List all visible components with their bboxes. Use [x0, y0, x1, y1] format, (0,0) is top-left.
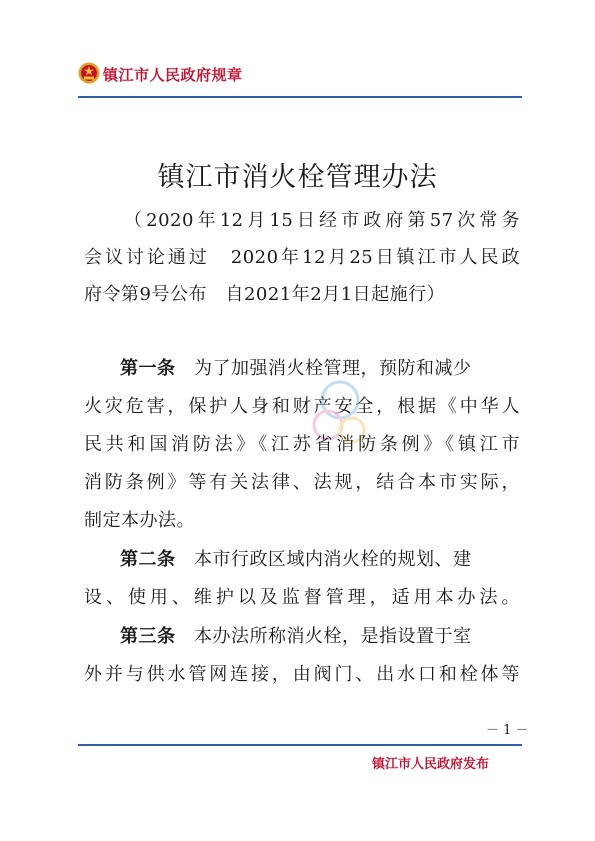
- note-line: （2020年12月15日经市政府第57次常务: [124, 210, 520, 231]
- note-line: 会议讨论通过 2020年12月25日镇江市人民政: [84, 247, 520, 268]
- article-line: 制定本办法。: [84, 510, 195, 531]
- footer-publisher: 镇江市人民政府发布: [372, 757, 490, 772]
- article-heading: 第三条: [120, 626, 176, 647]
- article-line: [120, 354, 472, 380]
- article-line: [120, 622, 472, 648]
- article-heading: 第一条: [120, 358, 176, 379]
- national-emblem-icon: [78, 61, 100, 85]
- note-line: 府令第9号公布 自2021年2月1日起施行）: [84, 284, 446, 305]
- header-title: 镇江市人民政府规章: [103, 66, 243, 84]
- article-text: 本市行政区域内消火栓的规划、建: [194, 549, 472, 570]
- page-number: － 1 －: [486, 723, 529, 738]
- article-line: 消防条例》等有关法律、法规，结合本市实际，: [84, 472, 520, 493]
- footer-divider: [78, 744, 522, 746]
- article-line: 外并与供水管网连接，由阀门、出水口和栓体等: [84, 664, 520, 685]
- article-line: [120, 545, 472, 571]
- article-text: 本办法所称消火栓，是指设置于室: [194, 626, 472, 647]
- article-text: 为了加强消火栓管理，预防和减少: [194, 358, 472, 379]
- article-heading: 第二条: [120, 549, 176, 570]
- article-line: 设、使用、维护以及监督管理，适用本办法。: [84, 587, 520, 608]
- header-divider: [78, 96, 522, 98]
- document-title: 镇江市消火栓管理办法: [157, 162, 438, 193]
- page-header: [78, 58, 522, 98]
- article-line: 火灾危害，保护人身和财产安全，根据《中华人: [84, 396, 520, 417]
- article-line: 民共和国消防法》《江苏省消防条例》《镇江市: [84, 434, 520, 455]
